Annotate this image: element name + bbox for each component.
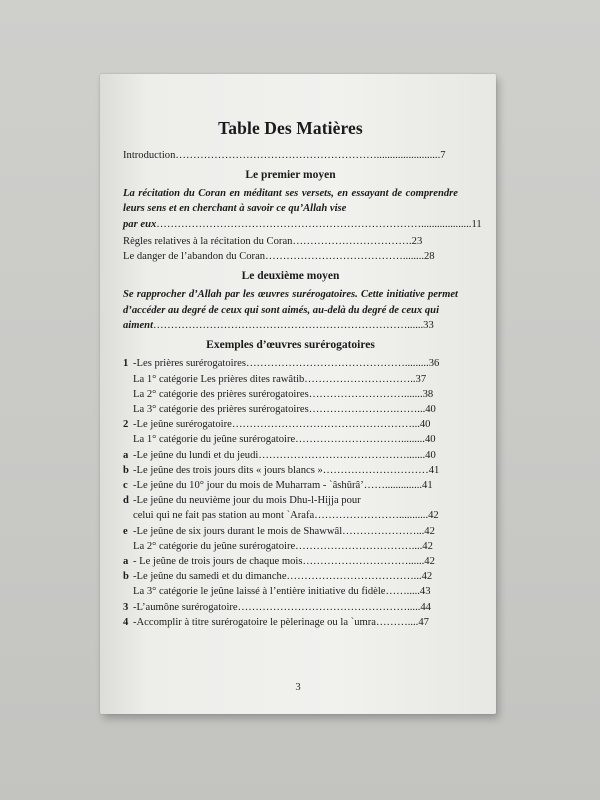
list-item [123, 493, 458, 508]
toc-entry-paragraph-end [123, 217, 482, 232]
list-item [123, 417, 458, 432]
item-marker [123, 372, 133, 387]
list-item [123, 448, 458, 463]
section-heading-deuxieme-moyen: Le deuxième moyen [241, 270, 340, 283]
list-item [123, 600, 458, 615]
item-marker [123, 539, 133, 554]
item-marker: d [123, 495, 129, 507]
toc-page-number: 28 [424, 251, 435, 263]
leader-dots: …………………………………………………………………................... [156, 218, 472, 230]
toc-page-number: 11 [471, 218, 482, 230]
item-text: -Le jeûne du neuvième jour du mois Dhu-l-Hijja pour [133, 495, 361, 507]
list-item [123, 356, 458, 371]
list-item [123, 387, 458, 402]
toc-entry [123, 234, 458, 249]
toc-entry [123, 249, 458, 264]
list-item [123, 554, 458, 569]
item-marker [123, 387, 133, 402]
item-text: -Le jeûne des trois jours dits « jours blancs »…………………………41 [133, 464, 440, 476]
item-marker: 1 [123, 358, 129, 370]
item-text: -Le jeûne du 10° jour du mois de Muharram - `âshûrâ’……..............41 [133, 480, 433, 492]
item-text: La 3° catégorie des prières surérogatoires…………………….……...40 [133, 404, 436, 416]
section-heading-exemples: Exemples d’œuvres surérogatoires [206, 339, 375, 352]
toc-page-number: 23 [411, 236, 423, 248]
section-paragraph: Se rapprocher d’Allah par les œuvres surérogatoires. Cette initiative permet d’accéder au degré de ceux qui sont aimés, au-delà du degré de ceux qui [123, 289, 458, 316]
item-marker [123, 432, 133, 447]
item-text: -Le jeûne du samedi et du dimanche………………………………...42 [133, 571, 433, 583]
list-item [123, 402, 458, 417]
item-text: -L’aumône surérogatoire………………………………………….....44 [133, 601, 431, 613]
page-number: 3 [295, 682, 301, 693]
item-text: La 1° catégorie du jeûne surérogatoire………………………….........40 [133, 434, 436, 446]
item-text: - Le jeûne de trois jours de chaque mois…………………………......42 [133, 556, 435, 568]
list-item [123, 569, 458, 584]
item-text: La 2° catégorie du jeûne surérogatoire……………………………....42 [133, 540, 433, 552]
toc-entry-introduction [123, 148, 458, 163]
book-page [100, 74, 496, 714]
section-paragraph: La récitation du Coran en méditant ses versets, en essayant de comprendre leurs sens et en cherchant à savoir ce qu’Allah vise [123, 188, 458, 215]
page-title: Table Des Matières [218, 118, 363, 138]
toc-entry-label: Le danger de l’abandon du Coran [123, 251, 266, 263]
paragraph-tail-text: par eux [123, 218, 157, 230]
item-marker: b [123, 571, 129, 583]
list-item [123, 524, 458, 539]
item-marker: 4 [123, 616, 129, 628]
item-text: -Le jeûne de six jours durant le mois de Shawwâl…………………...42 [133, 525, 435, 537]
list-item [123, 478, 458, 493]
list-item [123, 432, 458, 447]
item-marker: e [123, 525, 128, 537]
item-text: La 1° catégorie Les prières dites rawâtib…………………………..37 [133, 373, 427, 385]
item-text: -Accomplir à titre surérogatoire le pèlerinage ou la `umra………....47 [133, 616, 429, 628]
item-marker [123, 584, 133, 599]
item-marker: 2 [123, 419, 129, 431]
item-marker: a [123, 449, 129, 461]
leader-dots: …………………………………………………........................ [175, 150, 441, 161]
list-item [123, 508, 458, 523]
leader-dots: …………………………………........ [265, 251, 424, 263]
item-marker: c [123, 480, 128, 492]
item-text: celui qui ne fait pas station au mont `Arafa……………………...........42 [133, 510, 439, 522]
item-text: -Le jeûne du lundi et du jeudi…………………………………….......40 [133, 449, 436, 461]
item-marker: 3 [123, 601, 129, 613]
item-marker: a [123, 556, 129, 568]
toc-entry-paragraph-end [123, 318, 458, 333]
item-text: La 2° catégorie des prières surérogatoires……………………….......38 [133, 388, 434, 400]
list-item [123, 539, 458, 554]
toc-page-number: 33 [423, 320, 434, 332]
list-item [123, 372, 458, 387]
toc-entry-label: Règles relatives à la récitation du Coran [123, 236, 293, 248]
item-marker [123, 402, 133, 417]
leader-dots: ………………………………………………………………...... [153, 320, 424, 332]
examples-list [123, 356, 458, 630]
item-marker: b [123, 464, 129, 476]
list-item [123, 615, 458, 630]
toc-entry-label: Introduction [123, 150, 176, 161]
leader-dots: ……………………………. [292, 236, 412, 248]
table-of-contents [123, 118, 482, 630]
item-text: -Le jeûne surérogatoire……………………………………………...40 [133, 419, 431, 431]
list-item [123, 463, 458, 478]
item-marker [123, 508, 133, 523]
section-heading-premier-moyen: Le premier moyen [245, 169, 336, 181]
item-text: La 3° catégorie le jeûne laissé à l’entière initiative du fidèle…….....43 [133, 586, 431, 598]
item-text: -Les prières surérogatoires……………………………………….........36 [133, 358, 440, 370]
list-item [123, 584, 458, 599]
toc-page-number: 7 [440, 150, 446, 161]
paragraph-tail-text: aiment [123, 320, 154, 332]
